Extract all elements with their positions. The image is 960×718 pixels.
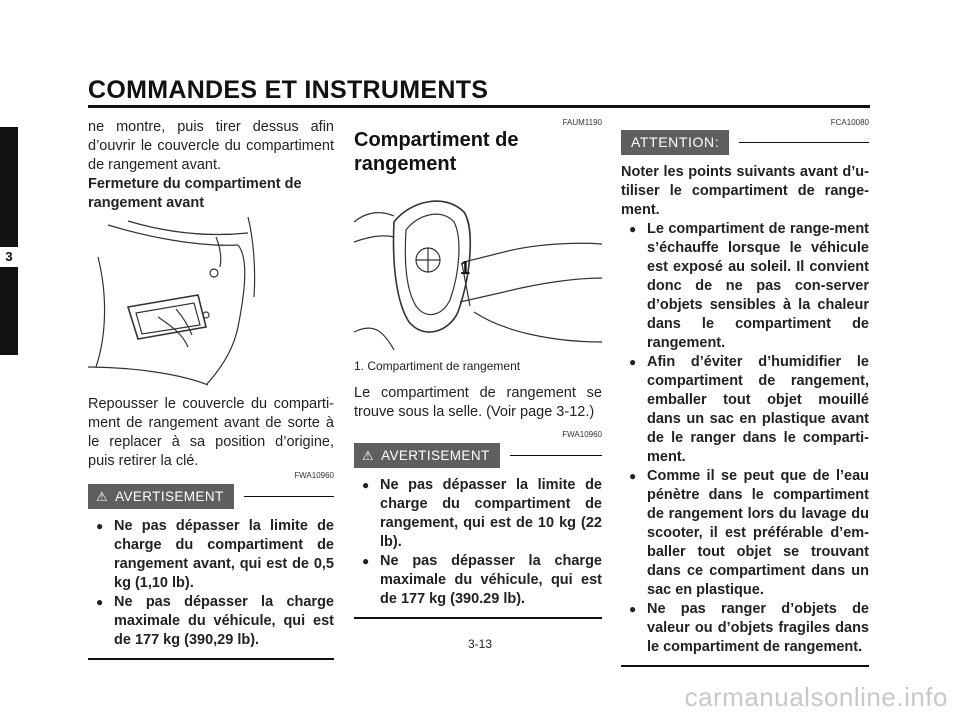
attention-label: ATTENTION:: [621, 130, 729, 155]
col2-warning-code: FWA10960: [562, 430, 602, 439]
chapter-tab-label: 3: [0, 247, 18, 267]
col2-warning-label: AVERTISEMENT: [381, 448, 490, 463]
list-item: ● Ne pas ranger d’objets de valeur ou d’objets fragiles dans le compartiment de rangement.: [621, 600, 869, 657]
col1-warning-header: [88, 484, 334, 509]
col2-body-text: Le compartiment de rangement se trouve sous la selle. (Voir page 3-12.): [354, 385, 602, 420]
warning-end-rule: [88, 658, 334, 660]
list-item: ● Ne pas dépasser la charge maximale du véhicule, qui est de 177 kg (390.29 lb).: [354, 552, 602, 609]
col3-section-code: FCA10080: [830, 118, 869, 127]
figure-callout-number: 1: [460, 258, 471, 278]
col2-warning-list: [354, 476, 602, 609]
warning-rule: [510, 455, 602, 457]
chapter-side-tab: [0, 127, 18, 355]
page-header-title: COMMANDES ET INSTRUMENTS: [88, 76, 489, 104]
list-item: ● Ne pas dépasser la charge maximale du véhicule, qui est de 177 kg (390,29 lb).: [88, 593, 334, 650]
header-rule: [88, 105, 870, 108]
storage-compartment-illustration: [354, 182, 602, 352]
col1-warning-list: [88, 517, 334, 650]
front-compartment-figure: [88, 217, 334, 387]
list-item: ● Ne pas dépasser la limite de charge du compartiment de rangement avant, qui est de 0,5 kg (1,10 lb).: [88, 517, 334, 593]
watermark: carmanualsonline.info: [684, 682, 948, 712]
figure-caption: 1. Compartiment de rangement: [354, 359, 521, 373]
section-title: Compartiment de rangement: [354, 129, 519, 175]
attention-end-rule: [621, 665, 869, 667]
col1-warning-label-box: [88, 484, 234, 509]
warning-rule: [244, 496, 334, 498]
col2-warning-label-box: [354, 443, 500, 468]
col3-intro-text: Noter les points suivants avant d’u-tiliser le compartiment de range-ment.: [621, 164, 869, 218]
col1-warning-code: FWA10960: [294, 471, 334, 480]
list-item: ● Comme il se peut que de l’eau pénètre dans le compartiment de rangement lors du lavage du scooter, il est préférable d’em-baller tout objet se trouvant dans ce compartiment dans un sac en plastique.: [621, 467, 869, 600]
list-item: ● Le compartiment de range-ment s’échauffe lorsque le véhicule est exposé au soleil. Il convient donc de ne pas con-server d’objets sensibles à la chaleur dans le compartiment de rangement.: [621, 220, 869, 353]
attention-rule: [739, 142, 869, 144]
col1-subheading: Fermeture du compartiment de rangement avant: [88, 176, 302, 211]
col1-warning-label: AVERTISEMENT: [115, 489, 224, 504]
column-1: [88, 118, 334, 660]
column-3: [621, 118, 869, 667]
list-item: ● Ne pas dépasser la limite de charge du compartiment de rangement, qui est de 10 kg (22 lb).: [354, 476, 602, 552]
warning-triangle-icon: ⚠: [362, 448, 375, 463]
storage-compartment-figure: [354, 182, 602, 352]
warning-triangle-icon: ⚠: [96, 489, 109, 504]
list-item: ● Afin d’éviter d’humidifier le compartiment de rangement, emballer tout objet mouillé dans un sac en plastique avant de le ranger dans le comparti-ment.: [621, 353, 869, 467]
warning-end-rule: [354, 617, 602, 619]
col3-attention-list: [621, 220, 869, 657]
col1-intro-text: ne montre, puis tirer dessus afin d’ouvrir le couvercle du compartiment de rangement avant.: [88, 119, 334, 173]
col1-body-text: Repousser le couvercle du comparti-ment de rangement avant de sorte à le replacer à sa position d’origine, puis retirer la clé.: [88, 396, 334, 469]
col2-section-code: FAUM1190: [562, 118, 602, 127]
attention-header: [621, 130, 869, 155]
column-2: [354, 118, 602, 619]
col2-warning-header: [354, 443, 602, 468]
page-number: 3-13: [467, 637, 493, 651]
front-compartment-illustration: [88, 217, 334, 387]
